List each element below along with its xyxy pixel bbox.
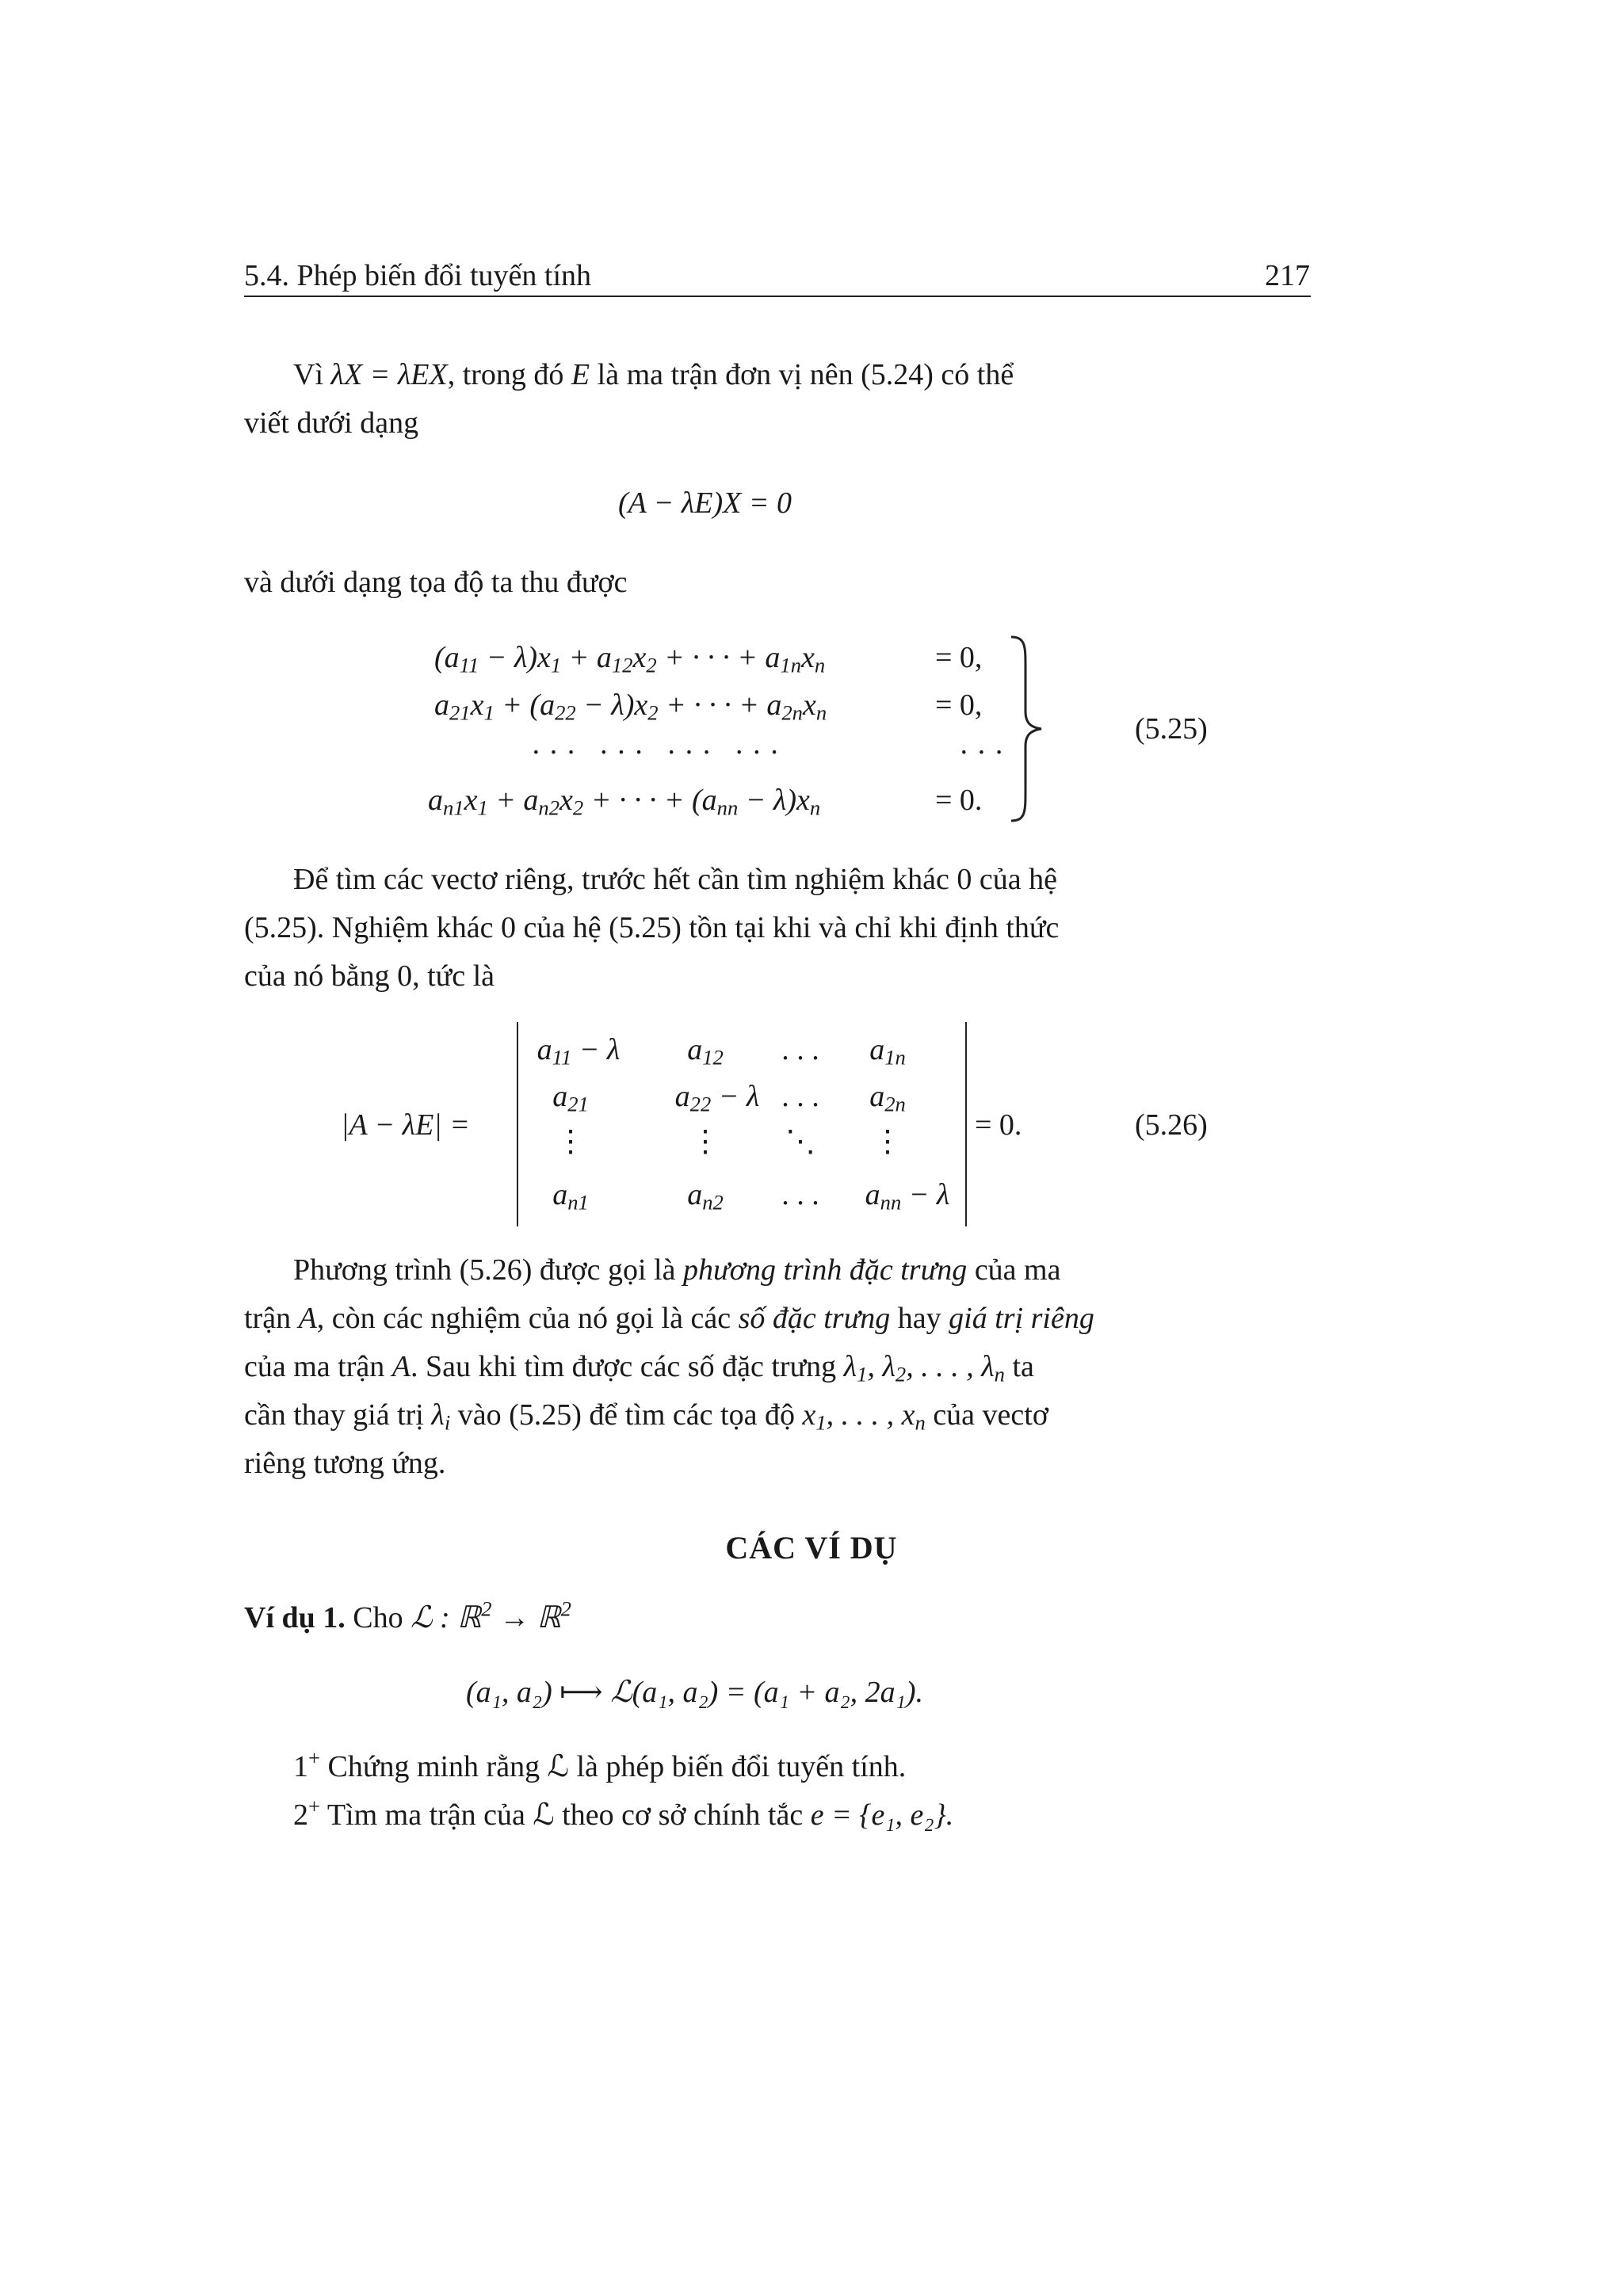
system-rhs-3: · · ·: [959, 736, 1004, 769]
system-rhs-2: = 0,: [935, 688, 983, 722]
det-cell-14: $a_{1n}$: [869, 1033, 906, 1070]
det-cell-44: $a_{nn} - \lambda$: [865, 1178, 950, 1215]
section-title: 5.4. Phép biến đổi tuyến tính: [244, 259, 592, 292]
examples-heading: CÁC VÍ DỤ: [725, 1530, 898, 1566]
det-cell-13: . . .: [781, 1033, 819, 1066]
det-cell-32: ⋮: [690, 1125, 720, 1158]
page-number: 217: [1265, 259, 1310, 292]
math-lambda-list: $\lambda_1$, $\lambda_2$, . . . , $\lambda_n$: [843, 1350, 1005, 1386]
example-label: Ví dụ 1.: [244, 1601, 346, 1634]
math-x-list: $x_1$, . . . , $x_n$: [802, 1398, 926, 1435]
example-item-1: 1+ Chứng minh rằng ℒ là phép biến đổi tuyến tính.: [293, 1745, 907, 1783]
term-eigenvalues: giá trị riêng: [949, 1302, 1094, 1335]
determinant-lhs: |A − λE| =: [341, 1108, 470, 1142]
det-cell-23: . . .: [781, 1080, 819, 1113]
paragraph-intro: Vì λX = λEX, trong đó E là ma trận đơn vị nên (5.24) có thể viết dưới dạng: [244, 358, 1014, 440]
det-cell-22: $a_{22} - \lambda$: [674, 1080, 760, 1116]
header-rule: [244, 296, 1311, 297]
determinant-rhs: = 0.: [975, 1108, 1022, 1142]
math-inline: λX = λEX: [330, 358, 448, 391]
equation-matrix-form: (A − λE)X = 0: [618, 486, 792, 520]
det-cell-43: . . .: [781, 1178, 819, 1211]
equation-system: [420, 634, 1054, 824]
system-row-2: $a_{21}x_1 + (a_{22} - \lambda)x_2$ + · · · + $a_{2n}x_n$: [434, 688, 827, 725]
det-cell-12: $a_{12}$: [687, 1033, 724, 1070]
running-header: [244, 252, 591, 299]
term-characteristic-numbers: số đặc trưng: [738, 1302, 891, 1335]
equation-map-definition: (a₁, a₂) ⟼ ℒ(a₁, a₂) = (a₁ + a₂, 2a₁).: [466, 1676, 924, 1709]
system-row-1: $(a_{11} - \lambda)x_1 + a_{12}x_2$ + · · · + $a_{1n}x_n$: [434, 641, 826, 677]
system-rhs-1: = 0,: [935, 641, 983, 674]
det-cell-11: $a_{11} - \lambda$: [537, 1033, 621, 1070]
example-1-header: Ví dụ 1. Cho ℒ : ℝ$^2$ → ℝ$^2$: [244, 1596, 571, 1634]
det-cell-21: $a_{21}$: [552, 1080, 589, 1116]
paragraph-characteristic: Phương trình (5.26) được gọi là phương trình đặc trưng của ma trận A, còn các nghiệm của nó gọi là các số đặc trưng hay giá trị riêng của ma trận A. Sau khi tìm được các số đặc trưng $\lambda_1$, $\lambda_2$, . . . , $\lambda_n$ ta cần thay giá trị $\lambda_i$ vào (5.25) để tìm các tọa độ $x_1$, . . . , $x_n$ của vectơ riêng tương ứng.: [244, 1253, 1094, 1480]
math-lambda-i: $\lambda_i$: [431, 1398, 451, 1435]
paragraph-coordinates: và dưới dạng tọa độ ta thu được: [244, 566, 628, 599]
determinant-equation: [341, 1022, 1054, 1228]
det-cell-31: ⋮: [556, 1125, 586, 1158]
det-cell-33: ⋱: [785, 1125, 815, 1158]
det-cell-34: ⋮: [873, 1125, 903, 1158]
det-cell-42: $a_{n2}$: [687, 1178, 724, 1215]
equation-label-525: (5.25): [1135, 712, 1208, 746]
system-row-3: · · · · · · · · · · · ·: [531, 736, 780, 769]
example-item-2: 2+ Tìm ma trận của ℒ theo cơ sở chính tắc e = {e₁, e₂}.: [293, 1794, 954, 1832]
term-characteristic-equation: phương trình đặc trưng: [682, 1253, 968, 1287]
math-map-signature: ℒ : ℝ$^2$ → ℝ$^2$: [411, 1596, 571, 1634]
equation-label-526: (5.26): [1135, 1108, 1208, 1142]
system-rhs-4: = 0.: [935, 784, 983, 817]
det-cell-24: $a_{2n}$: [869, 1080, 906, 1116]
paragraph-nontrivial: Để tìm các vectơ riêng, trước hết cần tìm nghiệm khác 0 của hệ (5.25). Nghiệm khác 0 của hệ (5.25) tồn tại khi và chỉ khi định thức của nó bằng 0, tức là: [244, 863, 1060, 993]
right-brace: [1006, 635, 1046, 822]
system-row-4: $a_{n1}x_1 + a_{n2}x_2$ + · · · + $(a_{nn} - \lambda)x_n$: [428, 784, 821, 820]
det-cell-41: $a_{n1}$: [552, 1178, 589, 1215]
